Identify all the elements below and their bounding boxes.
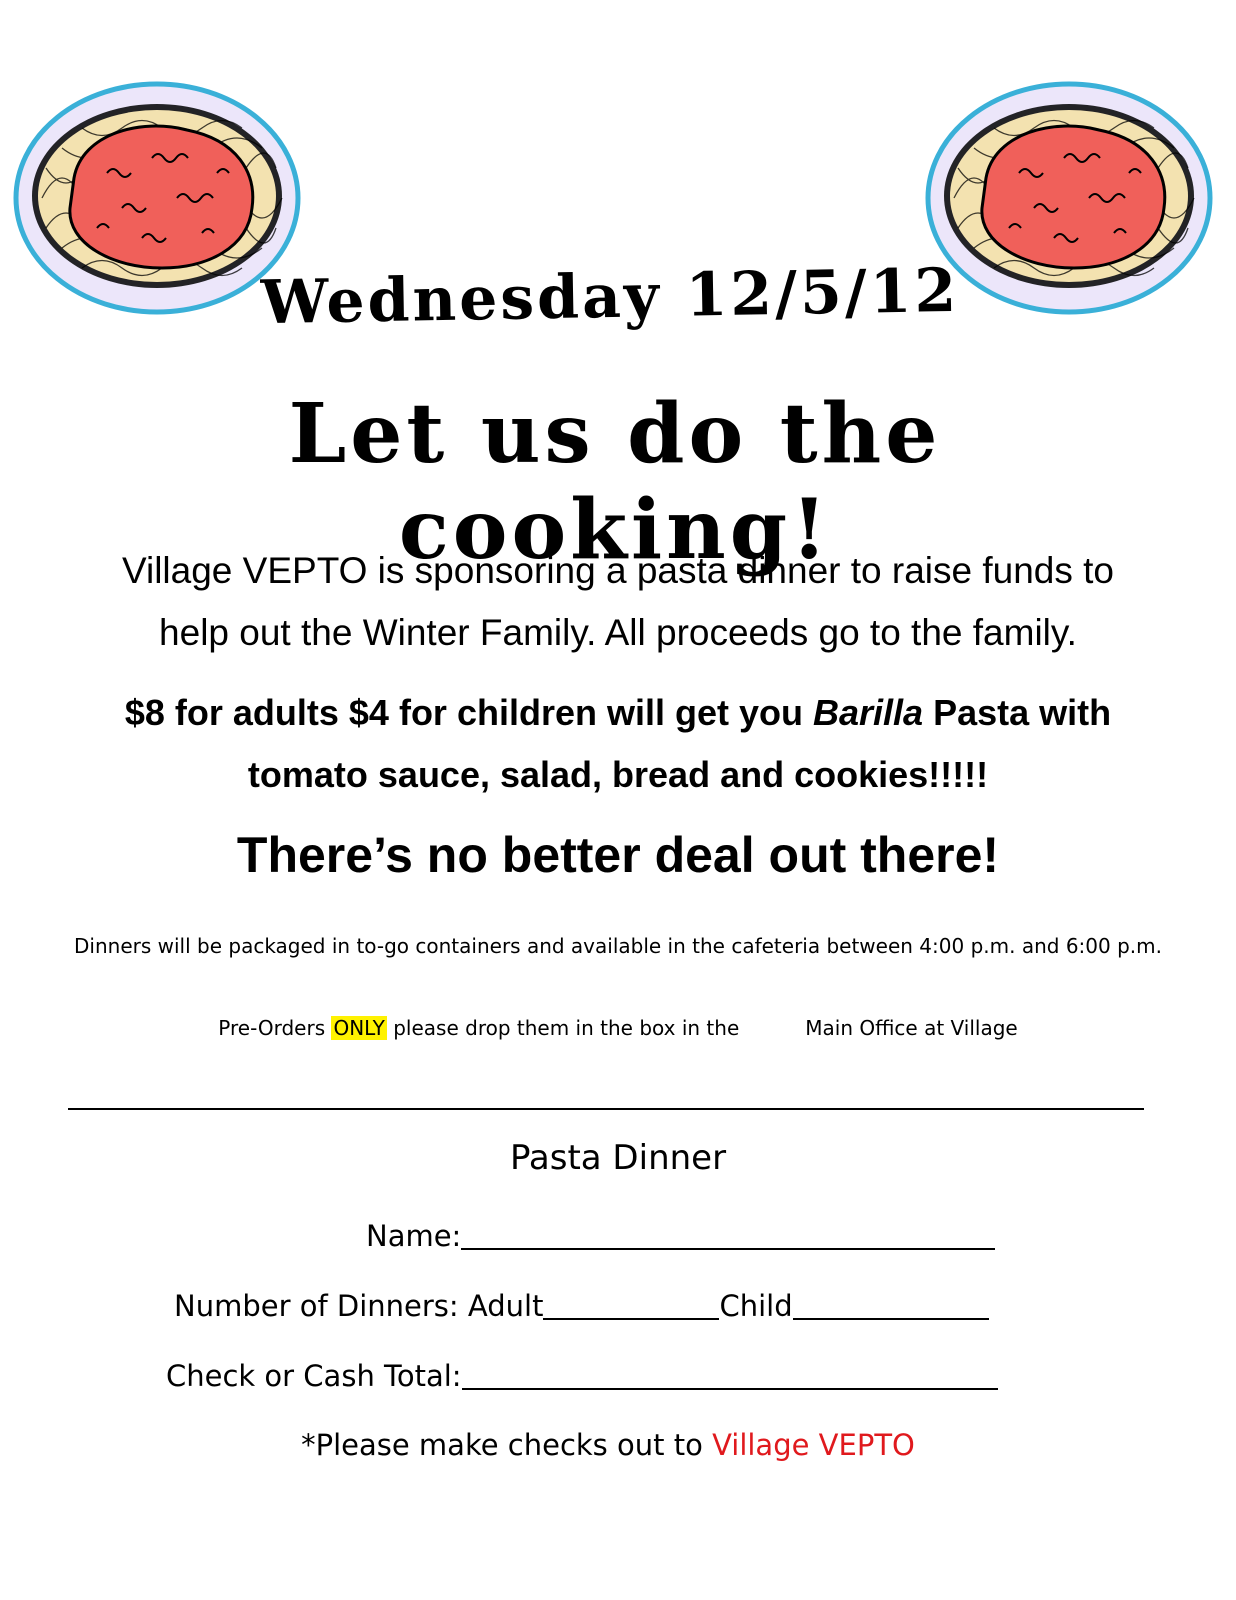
deal-tagline: There’s no better deal out there! (236, 827, 1000, 883)
name-row (366, 1218, 995, 1253)
brand-name: Barilla (813, 692, 924, 733)
price-text: $8 for adults $4 for children will get you (124, 692, 813, 733)
total-row (166, 1358, 998, 1393)
price-line: tomato sauce, salad, bread and cookies!!!!! (247, 754, 989, 795)
spaghetti-plate-icon (924, 78, 1214, 318)
preorder-prefix: Pre-Orders (218, 1016, 332, 1040)
total-field[interactable] (462, 1358, 998, 1390)
total-label: Check or Cash Total: (166, 1359, 462, 1393)
note-prefix: *Please make checks out to (301, 1428, 713, 1462)
name-label: Name: (366, 1219, 462, 1253)
intro-paragraph (50, 540, 1186, 664)
name-field[interactable] (461, 1218, 995, 1250)
intro-line: help out the Winter Family. All proceeds go to the family. (159, 612, 1077, 653)
pickup-details: Dinners will be packaged in to-go containers and available in the cafeteria between 4:00 p.m. and 6:00 p.m. (74, 934, 1162, 958)
preorder-note (70, 1016, 1166, 1040)
spaghetti-plate-icon (12, 78, 302, 318)
checks-note (200, 1428, 1016, 1462)
adult-count-field[interactable] (543, 1288, 719, 1320)
child-count-field[interactable] (793, 1288, 989, 1320)
intro-line: Village VEPTO is sponsoring a pasta dinner to raise funds to (121, 550, 1115, 591)
form-title: Pasta Dinner (509, 1138, 727, 1178)
headline: Let us do the cooking! (288, 386, 942, 578)
payee-name: Village VEPTO (712, 1428, 915, 1462)
cut-line-divider (68, 1108, 1144, 1110)
price-line (50, 682, 1186, 744)
adult-label: Number of Dinners: Adult (174, 1289, 544, 1323)
price-text: Pasta with (923, 692, 1112, 733)
preorder-middle: please drop them in the box in the (386, 1016, 740, 1040)
only-highlight: ONLY (333, 1016, 385, 1040)
event-date: Wednesday 12/5/12 (260, 255, 960, 339)
preorder-location: Main Office at Village (805, 1016, 1018, 1040)
price-paragraph (50, 682, 1186, 806)
child-label: Child (719, 1289, 793, 1323)
dinners-row (174, 1288, 989, 1323)
